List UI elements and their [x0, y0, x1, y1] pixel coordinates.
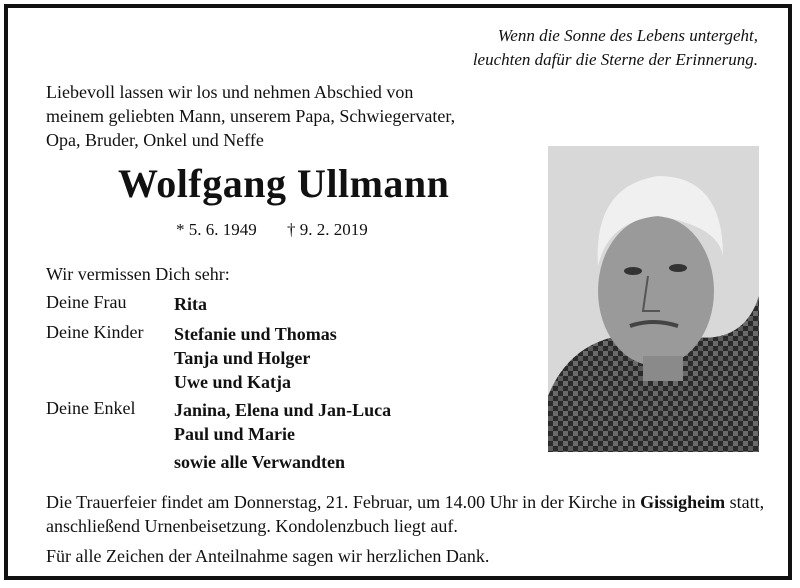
portrait-photo	[548, 146, 759, 452]
thanks-text: Für alle Zeichen der Anteilnahme sagen wir herzlichen Dank.	[46, 546, 490, 566]
names-wife	[174, 292, 207, 316]
label-wife: Deine Frau	[46, 292, 127, 312]
quote-line-2: leuchten dafür die Sterne der Erinnerung.	[472, 50, 758, 69]
quote	[473, 24, 758, 72]
death-date: † 9. 2. 2019	[287, 220, 368, 239]
funeral-text-2: statt, anschließend Urnenbeisetzung. Kondolenzbuch liegt auf.	[46, 492, 765, 536]
deceased-name: Wolfgang Ullmann	[118, 161, 450, 206]
obituary-notice	[4, 4, 792, 580]
other-relatives: sowie alle Verwandten	[174, 452, 345, 472]
birth-date: * 5. 6. 1949	[176, 220, 257, 239]
quote-line-1: Wenn die Sonne des Lebens untergeht,	[497, 26, 758, 45]
life-dates	[176, 220, 394, 240]
child-couple-2: Tanja und Holger	[174, 348, 311, 368]
label-children: Deine Kinder	[46, 322, 144, 342]
names-grandchildren	[174, 398, 391, 446]
names-children	[174, 322, 337, 394]
funeral-text-1: Die Trauerfeier findet am Donnerstag, 21. Februar, um 14.00 Uhr in der Kirche in	[46, 492, 636, 512]
intro-text	[46, 80, 566, 152]
grandchildren-1: Janina, Elena und Jan-Luca	[174, 400, 392, 420]
mourners-heading: Wir vermissen Dich sehr:	[46, 264, 230, 284]
wife-name: Rita	[174, 294, 207, 314]
intro-line-3: Opa, Bruder, Onkel und Neffe	[46, 130, 264, 150]
child-couple-3: Uwe und Katja	[174, 372, 292, 392]
intro-line-2: meinem geliebten Mann, unserem Papa, Schwiegervater,	[46, 106, 456, 126]
funeral-info	[46, 490, 766, 538]
intro-line-1: Liebevoll lassen wir los und nehmen Abschied von	[46, 82, 414, 102]
funeral-place: Gissigheim	[640, 492, 726, 512]
portrait-image	[548, 146, 759, 452]
label-grandchildren: Deine Enkel	[46, 398, 136, 418]
child-couple-1: Stefanie und Thomas	[174, 324, 337, 344]
grandchildren-2: Paul und Marie	[174, 424, 296, 444]
